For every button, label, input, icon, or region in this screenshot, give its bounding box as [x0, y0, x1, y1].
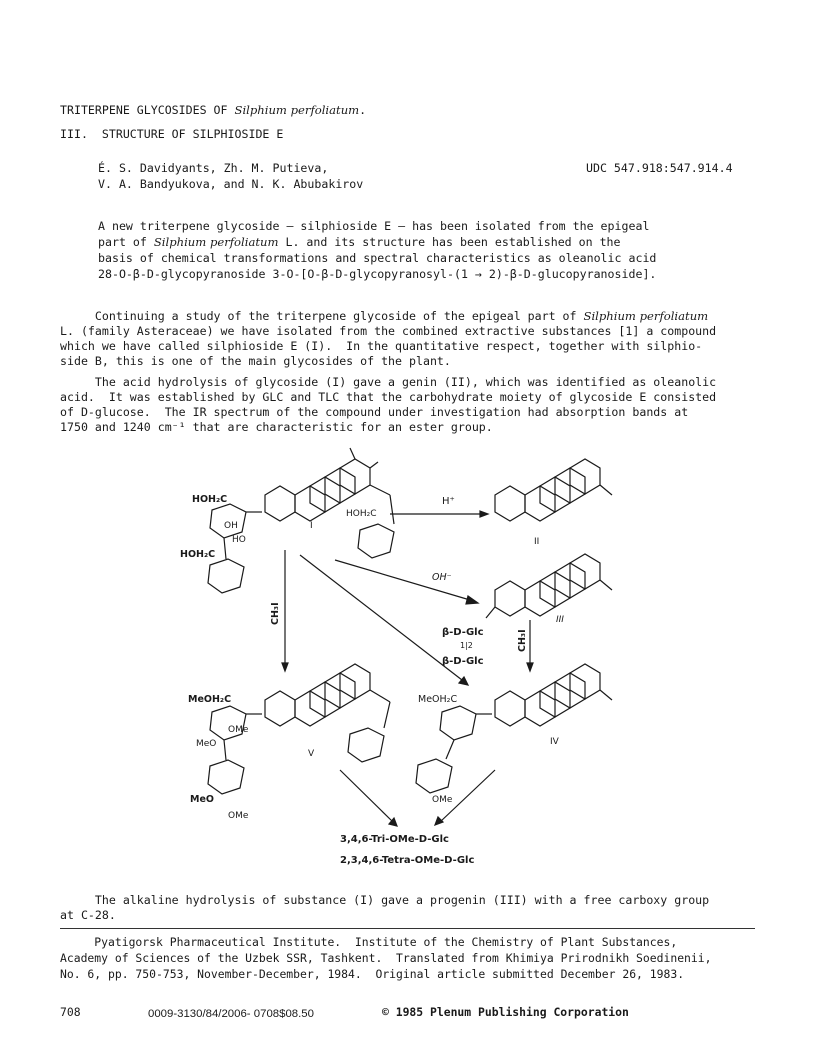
abstract-line — [98, 235, 621, 250]
page-number: 708 — [60, 1005, 81, 1019]
label-hoh2c: HOH₂C — [180, 549, 216, 560]
authors-line-2: V. A. Bandyukova, and N. K. Abubakirov — [98, 177, 364, 191]
triterpene-skeleton-III — [486, 554, 612, 618]
abstract-text: part of — [98, 235, 154, 249]
label-ho: HO — [232, 535, 246, 545]
compound-label-V: V — [308, 749, 315, 759]
body-line: acid. It was established by GLC and TLC that the carbohydrate moiety of glycoside E consisted — [60, 390, 717, 404]
label-link: 1|2 — [460, 641, 473, 650]
label-meo: MeO — [196, 739, 217, 749]
compound-label-III: III — [556, 615, 564, 625]
abstract-line: basis of chemical transformations and spectral characteristics as oleanolic acid — [98, 251, 657, 265]
abstract-text: L. and its structure has been established on the — [278, 235, 621, 249]
body-species: Silphium perfoliatum — [583, 309, 709, 323]
footnote-divider — [60, 928, 755, 929]
udc-code: UDC 547.918:547.914.4 — [586, 161, 733, 175]
label-meoh2c: MeOH₂C — [188, 694, 232, 705]
reagent-ch3i: CH₃I — [270, 602, 281, 625]
body-line: The alkaline hydrolysis of substance (I) gave a progenin (III) with a free carboxy group — [60, 893, 710, 907]
label-ome: OMe — [432, 795, 453, 805]
reaction-scheme — [150, 440, 710, 880]
title-prefix: TRITERPENE GLYCOSIDES OF — [60, 103, 235, 117]
product-label-2: 2,3,4,6-Tetra-OMe-D-Glc — [340, 855, 475, 866]
title-species: Silphium perfoliatum — [234, 103, 360, 117]
authors-line-1: É. S. Davidyants, Zh. M. Putieva, — [98, 161, 329, 175]
label-meoh2c: MeOH₂C — [418, 694, 458, 705]
sugar-ring-I-lower — [208, 538, 244, 593]
affiliation-line: Academy of Sciences of the Uzbek SSR, Tashkent. Translated from Khimiya Prirodnikh Soedinenii, — [60, 951, 712, 965]
abstract-species: Silphium perfoliatum — [153, 235, 279, 249]
label-hoh2c: HOH₂C — [346, 509, 377, 519]
body-line: L. (family Asteraceae) we have isolated from the combined extractive substances [1] a compound — [60, 324, 717, 338]
article-subtitle: III. STRUCTURE OF SILPHIOSIDE E — [60, 127, 284, 141]
label-hoh2c: HOH₂C — [192, 494, 228, 505]
body-line: The acid hydrolysis of glycoside (I) gave a genin (II), which was identified as oleanolic — [60, 375, 717, 389]
triterpene-skeleton-II — [495, 459, 612, 521]
body-line — [60, 309, 708, 324]
body-line: which we have called silphioside E (I). In the quantitative respect, together with silphio- — [60, 339, 703, 353]
compound-label-II: II — [534, 537, 540, 547]
abstract-line: A new triterpene glycoside — silphioside E — has been isolated from the epigeal — [98, 219, 650, 233]
label-ome: OMe — [228, 811, 249, 821]
compound-label-IV: IV — [550, 737, 559, 747]
affiliation-line: Pyatigorsk Pharmaceutical Institute. Institute of the Chemistry of Plant Substances, — [60, 935, 678, 949]
affiliation-line: No. 6, pp. 750-753, November-December, 1984. Original article submitted December 26, 1983. — [60, 967, 685, 981]
reaction-arrows — [282, 511, 533, 826]
label-oh: OH — [224, 521, 238, 531]
reagent-oh-minus: OH⁻ — [432, 572, 452, 583]
product-label-1: 3,4,6-Tri-OMe-D-Glc — [340, 834, 449, 845]
article-title — [60, 103, 366, 118]
article-code: 0009-3130/84/2006- 0708$08.50 — [148, 1008, 314, 1020]
body-text: Continuing a study of the triterpene glycoside of the epigeal part of — [60, 309, 584, 323]
body-line: 1750 and 1240 cm⁻¹ that are characteristic for an ester group. — [60, 420, 493, 434]
label-ome: OMe — [228, 725, 249, 735]
triterpene-skeleton-IV — [416, 664, 612, 793]
body-line: at C-28. — [60, 908, 116, 922]
compound-label-I: I — [310, 521, 313, 531]
reagent-h-plus: H⁺ — [442, 496, 455, 507]
abstract-line: 28-O-β-D-glycopyranoside 3-O-[O-β-D-glycopyranosyl-(1 → 2)-β-D-glucopyranoside]. — [98, 267, 657, 281]
sugar-ring-I-ester — [358, 495, 394, 558]
body-line: of D-glucose. The IR spectrum of the compound under investigation had absorption bands at — [60, 405, 689, 419]
reagent-ch3i: CH₃I — [517, 629, 528, 652]
title-suffix: . — [359, 103, 367, 117]
copyright: © 1985 Plenum Publishing Corporation — [382, 1005, 629, 1019]
body-line: side B, this is one of the main glycosides of the plant. — [60, 354, 451, 368]
label-bdglc: β-D-Glc — [442, 627, 484, 638]
label-bdglc: β-D-Glc — [442, 656, 484, 667]
label-meo: MeO — [190, 794, 214, 805]
